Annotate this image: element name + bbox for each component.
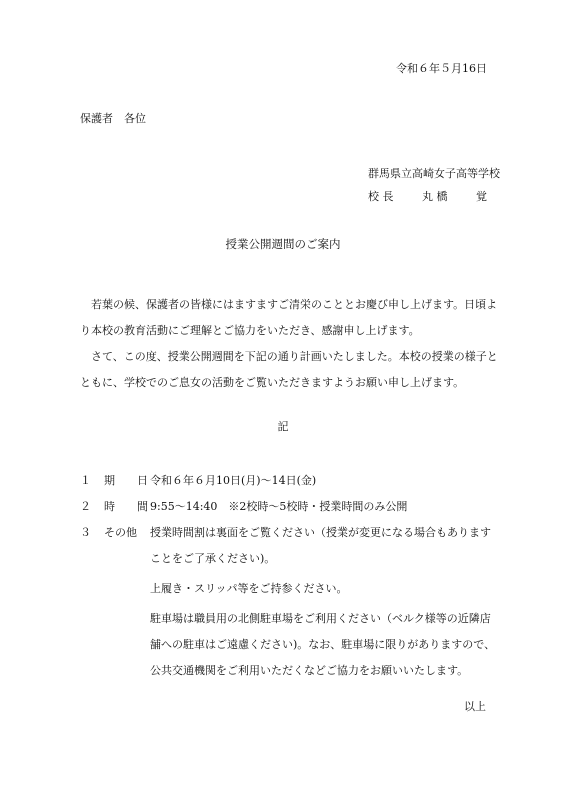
detail-content: 令和６年６月10日(月)～14日(金) — [150, 474, 317, 487]
detail-item-date — [80, 468, 500, 494]
detail-label: 時 間 — [104, 500, 148, 513]
document-title: 授業公開週間のご案内 — [225, 237, 341, 251]
detail-note-parking: 駐車場は職員用の北側駐車場をご利用ください（ベルク様等の近隣店舗への駐車はご遠慮ください)。なお、駐車場に限りがありますので、公共交通機関をご利用いただくなどご協力をお願いいたします。 — [150, 612, 496, 677]
recipient-line: 保護者 各位 — [80, 112, 146, 125]
detail-number: ３ — [80, 526, 91, 539]
body-text — [80, 292, 500, 396]
sender-signature — [368, 190, 487, 203]
sender-given-name: 覚 — [476, 190, 487, 203]
detail-number: ２ — [80, 500, 91, 513]
details-list — [80, 468, 500, 684]
sender-family-name: 丸 橋 — [422, 190, 448, 203]
detail-item-other — [80, 520, 500, 684]
closing-mark: 以上 — [464, 700, 486, 713]
detail-label: その他 — [104, 526, 137, 539]
sender-title: 校 長 — [368, 190, 394, 203]
document-date: 令和６年５月16日 — [396, 62, 487, 75]
detail-label: 期 日 — [104, 474, 148, 487]
body-paragraph-1: 若葉の候、保護者の皆様にはますますご清栄のこととお慶び申し上げます。日頃より本校の教育活動にご理解とご協力をいただき、感謝申し上げます。 — [80, 298, 498, 337]
detail-number: １ — [80, 474, 91, 487]
detail-note-timetable: 授業時間割は裏面をご覧ください（授業が変更になる場合もありますことをご了承ください)。 — [150, 526, 491, 565]
detail-item-time — [80, 494, 500, 520]
detail-content — [150, 520, 500, 684]
detail-note-shoes: 上履き・スリッパ等をご持参ください。 — [150, 582, 348, 595]
body-paragraph-2: さて、この度、授業公開週間を下記の通り計画いたしました。本校の授業の様子とともに、学校でのご息女の活動をご覧いただきますようお願い申し上げます。 — [80, 350, 498, 389]
detail-content: 9:55～14:40 ※2校時～5校時・授業時間のみ公開 — [150, 500, 408, 513]
ki-heading: 記 — [277, 420, 289, 433]
sender-organization: 群馬県立高崎女子高等学校 — [368, 167, 500, 180]
